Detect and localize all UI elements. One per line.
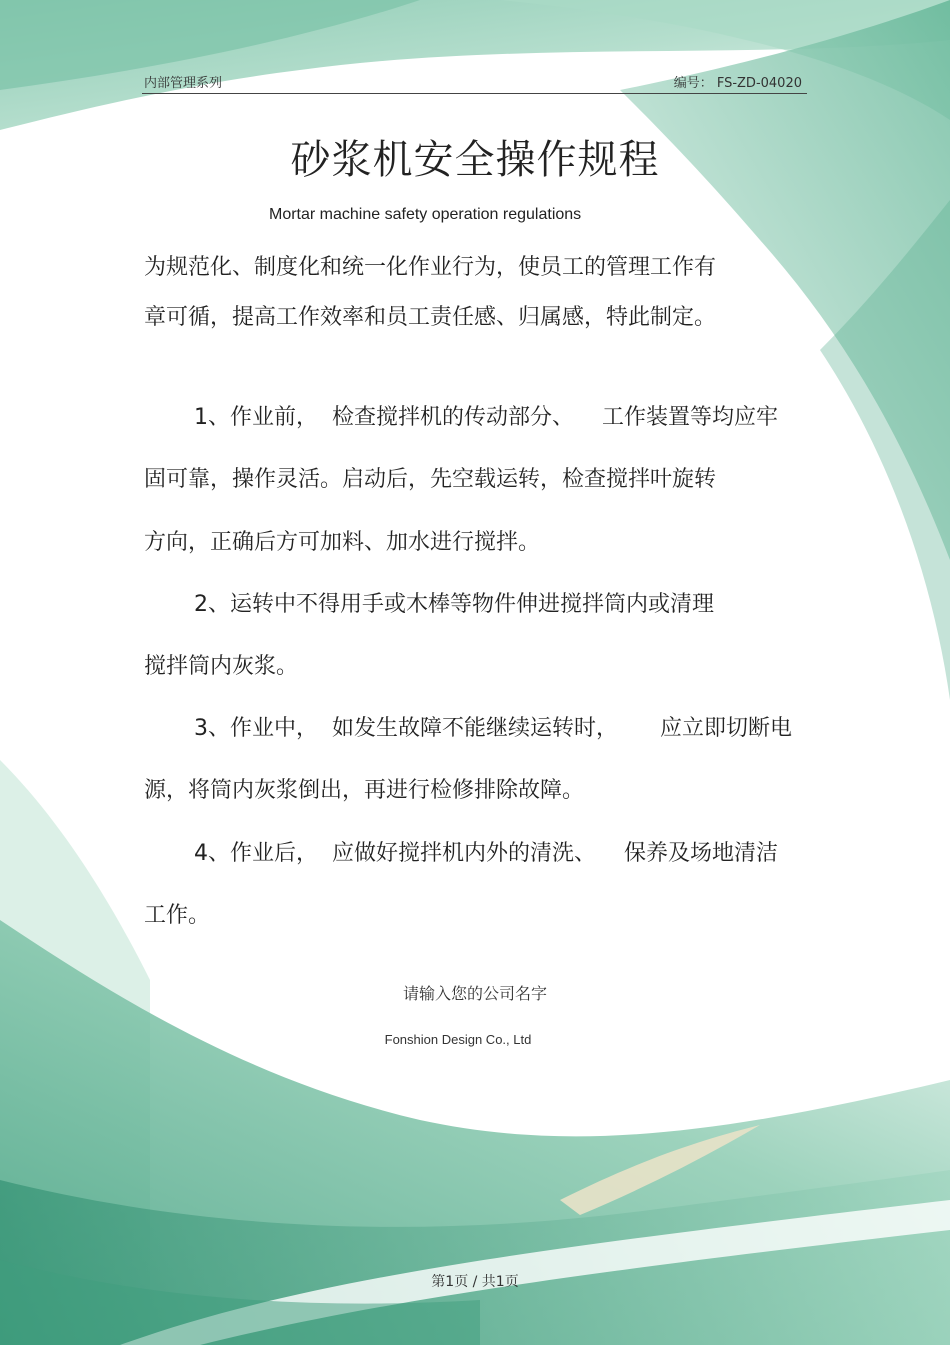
company-name-english: Fonshion Design Co., Ltd bbox=[384, 1032, 532, 1047]
intro-line-1: 为规范化、制度化和统一化作业行为，使员工的管理工作有 bbox=[144, 255, 717, 280]
item-4-line-1: 4、作业后， 应做好搅拌机内外的清洗、 保养及场地清洁 bbox=[194, 841, 778, 866]
header-divider bbox=[142, 93, 807, 94]
page-indicator: 第1页 / 共1页 bbox=[431, 1274, 519, 1290]
item-2-line-1: 2、运转中不得用手或木棒等物件伸进搅拌筒内或清理 bbox=[194, 592, 714, 617]
document-subtitle: Mortar machine safety operation regulations bbox=[269, 206, 582, 223]
company-name-placeholder: 请输入您的公司名字 bbox=[402, 984, 547, 1003]
item-2-line-2: 搅拌筒内灰浆。 bbox=[144, 654, 299, 679]
header-document-number: 编号： FS-ZD-04020 bbox=[673, 76, 802, 91]
item-3-line-1: 3、作业中， 如发生故障不能继续运转时， 应立即切断电 bbox=[194, 716, 792, 741]
item-1-line-1: 1、作业前， 检查搅拌机的传动部分、 工作装置等均应牢 bbox=[194, 405, 778, 430]
header-series-label: 内部管理系列 bbox=[144, 76, 223, 91]
item-4-line-2: 工作。 bbox=[144, 903, 211, 928]
item-3-line-2: 源，将筒内灰浆倒出，再进行检修排除故障。 bbox=[144, 778, 585, 803]
item-1-line-2: 固可靠，操作灵活。启动后，先空载运转，检查搅拌叶旋转 bbox=[144, 467, 717, 492]
intro-line-2: 章可循，提高工作效率和员工责任感、归属感，特此制定。 bbox=[144, 305, 717, 330]
item-1-line-3: 方向，正确后方可加料、加水进行搅拌。 bbox=[144, 530, 541, 555]
document-title: 砂浆机安全操作规程 bbox=[290, 137, 660, 183]
